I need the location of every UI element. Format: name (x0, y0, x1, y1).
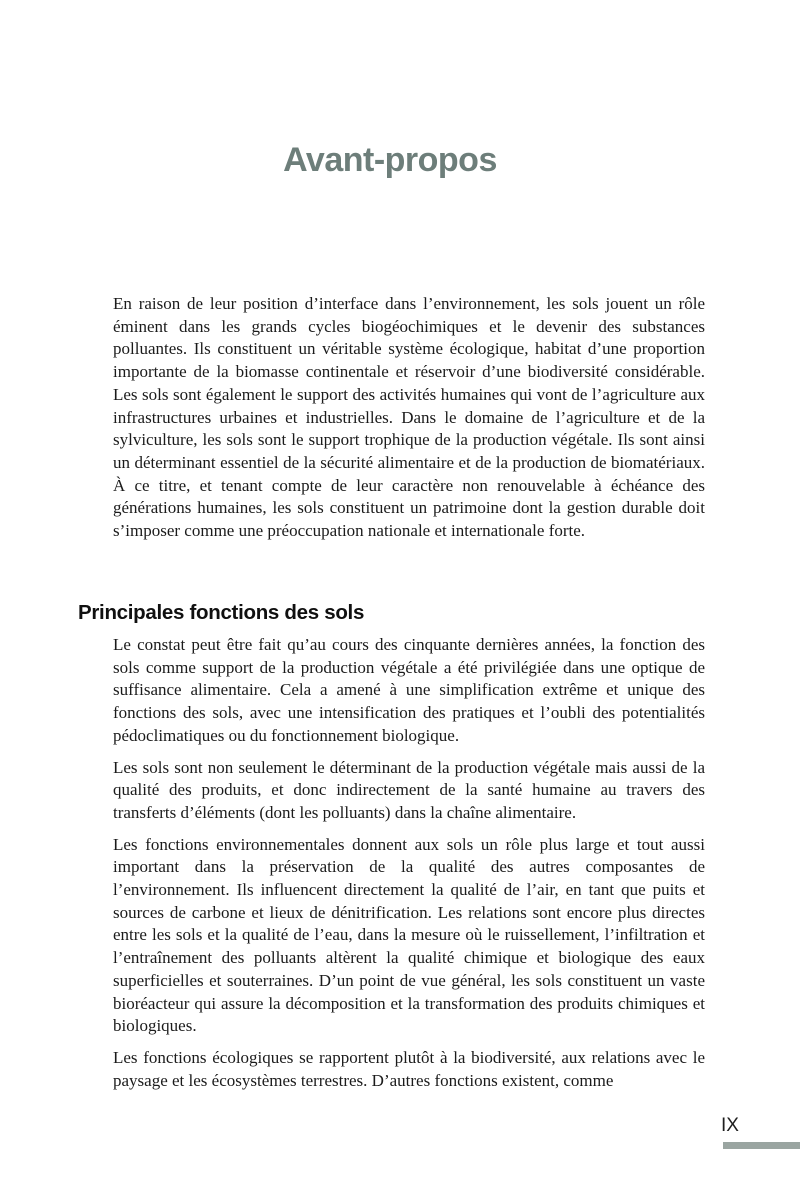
section-body (113, 634, 705, 1101)
section-paragraph-2: Les sols sont non seulement le déterminant de la production végétale mais aussi de la qualité des produits, et donc indirectement de la santé humaine au travers des transferts d’éléments (dont les polluants) dans la chaîne alimentaire. (113, 757, 705, 822)
section-paragraph-3: Les fonctions environnementales donnent aux sols un rôle plus large et tout aussi important dans la préservation de la qualité des autres composantes de l’environnement. Ils influencent directement la qualité de l’air, en tant que puits et sources de carbone et lieux de dénitrification. Les relations sont encore plus directes entre les sols et la qualité de l’eau, dans la mesure où le ruissellement, l’infiltration et l’entraînement des polluants altèrent la qualité chimique et biologique des eaux superficielles et souterraines. D’un point de vue général, les sols constituent un vaste bioréacteur qui assure la décomposition et la transformation des produits chimiques et biologiques. (113, 834, 705, 1036)
intro-paragraph: En raison de leur position d’interface dans l’environnement, les sols jouent un rôle éminent dans les grands cycles biogéochimiques et le devenir des substances polluantes. Ils constituent un véritable système écologique, habitat d’une proportion importante de la biomasse continentale et réservoir d’une biodiversité considérable. Les sols sont également le support des activités humaines qui vont de l’agriculture aux infrastructures urbaines et industrielles. Dans le domaine de l’agriculture et de la sylviculture, les sols sont le support trophique de la production végétale. Ils sont ainsi un déterminant essentiel de la sécurité alimentaire et de la production de biomatériaux. À ce titre, et tenant compte de leur caractère non renouvelable à échéance des générations humaines, les sols constituent un patrimoine dont la gestion durable doit s’imposer comme une préoccupation nationale et internationale forte. (113, 294, 705, 541)
page-title: Avant-propos (283, 141, 497, 179)
section-paragraph-1: Le constat peut être fait qu’au cours des cinquante dernières années, la fonction des sols comme support de la production végétale a été privilégiée dans une optique de suffisance alimentaire. Cela a amené à une simplification extrême et unique des fonctions des sols, avec une intensification des pratiques et l’oubli des potentialités pédoclimatiques ou du fonctionnement biologique. (113, 635, 705, 745)
section-paragraph-4: Les fonctions écologiques se rapportent plutôt à la biodiversité, aux relations avec le paysage et les écosystèmes terrestres. D’autres fonctions existent, comme (113, 1047, 705, 1090)
footer-bar-decoration (723, 1142, 800, 1149)
section-heading: Principales fonctions des sols (78, 601, 365, 624)
page-number: IX (721, 1115, 739, 1136)
